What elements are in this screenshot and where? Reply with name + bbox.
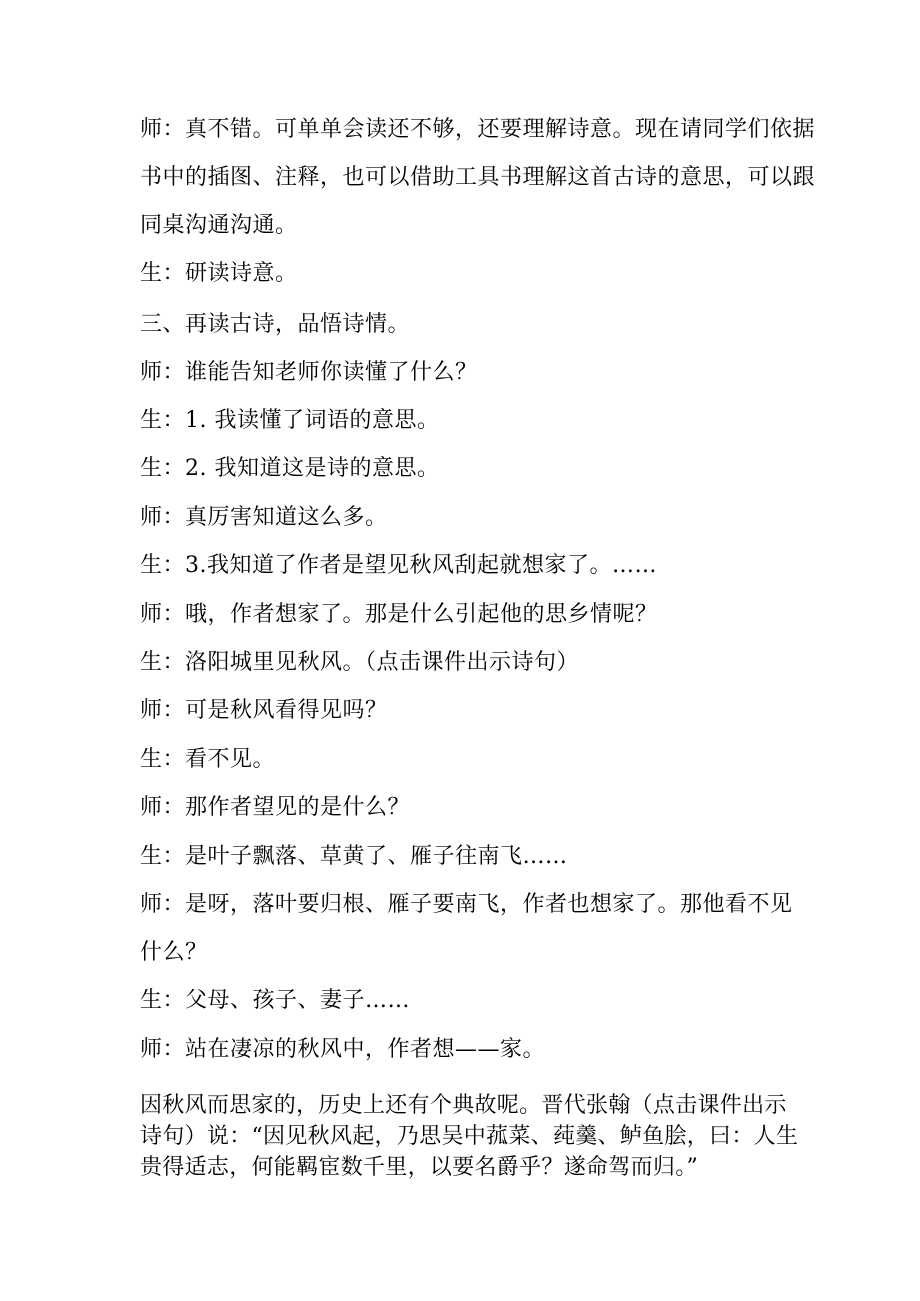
dialogue-line: 师：站在凄凉的秋风中，作者想——家。 <box>140 1037 546 1062</box>
dialogue-line: 书中的插图、注释，也可以借助工具书理解这首古诗的意思，可以跟 <box>140 165 816 190</box>
dialogue-line: 什么？ <box>140 940 208 965</box>
section-heading: 三、再读古诗，品悟诗情。 <box>140 312 411 337</box>
dialogue-line: 同桌沟通沟通。 <box>140 213 298 238</box>
dialogue-line: 生：2. 我知道这是诗的意思。 <box>140 456 440 481</box>
dialogue-line: 生：父母、孩子、妻子…… <box>140 988 411 1013</box>
dialogue-line: 生：3.我知道了作者是望见秋风刮起就想家了。…… <box>140 553 657 578</box>
dialogue-line: 生：看不见。 <box>140 747 276 772</box>
dialogue-line: 生：是叶子飘落、草黄了、雁子往南飞…… <box>140 844 568 869</box>
dialogue-line: 师：真厉害知道这么多。 <box>140 505 388 530</box>
dialogue-line: 师：可是秋风看得见吗？ <box>140 698 388 723</box>
dialogue-line: 师：谁能告知老师你读懂了什么？ <box>140 360 478 385</box>
dialogue-line: 生：1. 我读懂了词语的意思。 <box>140 408 440 433</box>
dialogue-line: 生：研读诗意。 <box>140 261 298 286</box>
closing-paragraph: 因秋风而思家的，历史上还有个典故呢。晋代张翰（点击课件出示诗句）说：“因见秋风起，乃思吴中菰菜、莼羹、鲈鱼脍，曰：人生贵得适志，何能羁宦数千里，以要名爵乎？遂命驾而归。” <box>140 1093 799 1180</box>
dialogue-line: 师：真不错。可单单会读还不够，还要理解诗意。现在请同学们依据 <box>140 117 816 142</box>
dialogue-line: 师：那作者望见的是什么？ <box>140 795 411 820</box>
dialogue-line: 师：哦，作者想家了。那是什么引起他的思乡情呢？ <box>140 602 658 627</box>
dialogue-line: 生：洛阳城里见秋风。（点击课件出示诗句） <box>140 650 580 675</box>
dialogue-line: 师：是呀，落叶要归根、雁子要南飞，作者也想家了。那他看不见 <box>140 892 793 917</box>
